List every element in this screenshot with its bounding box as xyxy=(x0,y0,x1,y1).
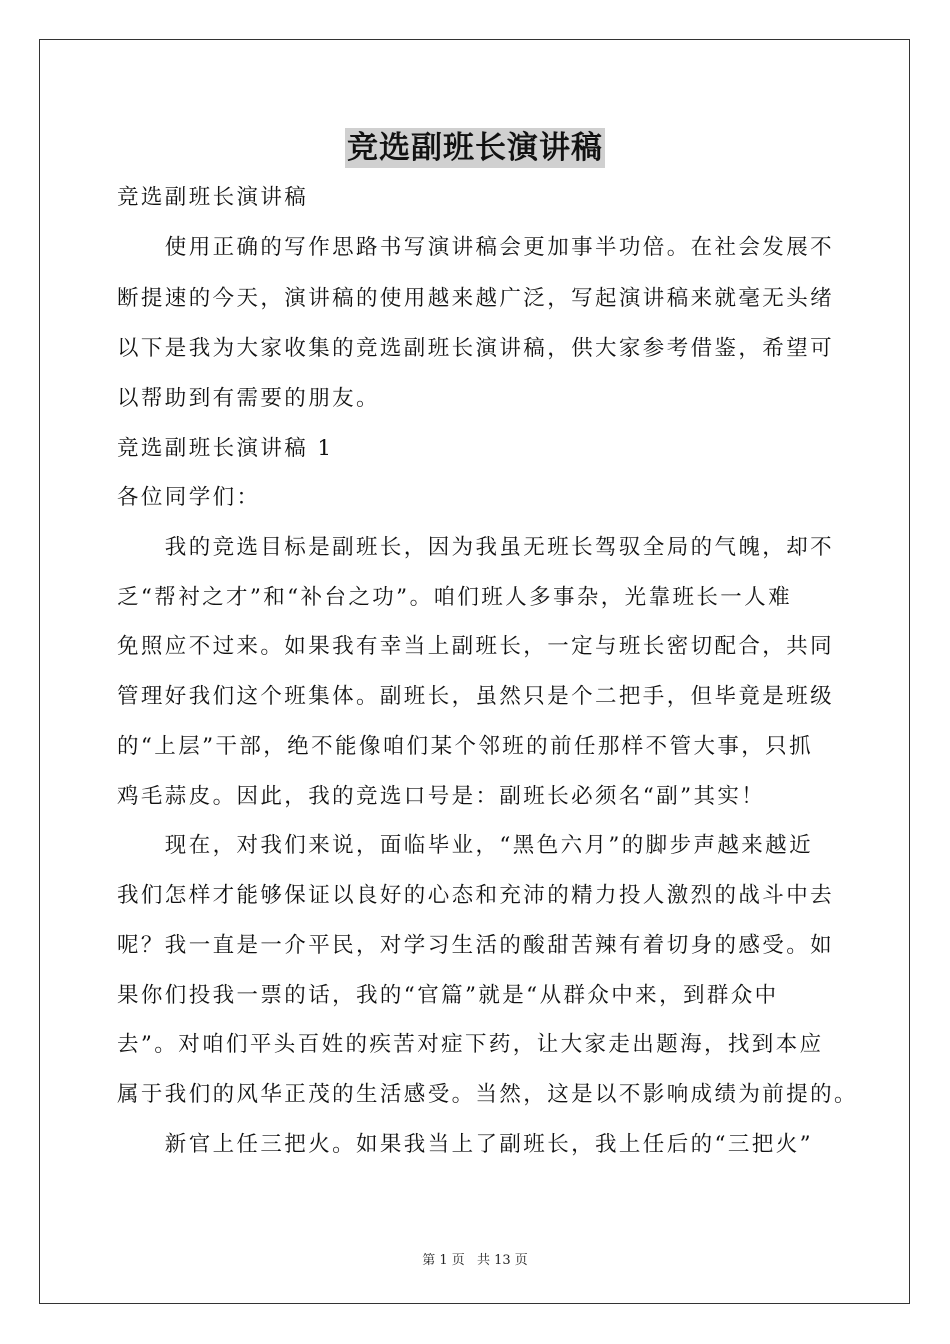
paragraph-line: 属于我们的风华正茂的生活感受。当然，这是以不影响成绩为前提的。 xyxy=(117,1082,858,1107)
paragraph-line: 免照应不过来。如果我有幸当上副班长，一定与班长密切配合，共同 xyxy=(117,634,835,659)
salutation-line: 各位同学们： xyxy=(117,485,261,510)
paragraph-line: 使用正确的写作思路书写演讲稿会更加事半功倍。在社会发展不 xyxy=(117,235,835,260)
paragraph-line: 以下是我为大家收集的竞选副班长演讲稿，供大家参考借鉴，希望可 xyxy=(117,336,835,361)
paragraph-line: 断提速的今天，演讲稿的使用越来越广泛，写起演讲稿来就毫无头绪 xyxy=(117,286,835,311)
paragraph-line: 以帮助到有需要的朋友。 xyxy=(117,386,380,411)
paragraph-line: 我们怎样才能够保证以良好的心态和充沛的精力投人激烈的战斗中去 xyxy=(117,883,835,908)
heading-line: 竞选副班长演讲稿 xyxy=(117,185,309,210)
page-border xyxy=(39,39,910,1304)
section-heading: 竞选副班长演讲稿 1 xyxy=(117,436,334,461)
paragraph-line: 的“上层”干部，绝不能像咱们某个邻班的前任那样不管大事，只抓 xyxy=(117,734,813,759)
paragraph-line: 现在，对我们来说，面临毕业，“黑色六月”的脚步声越来越近 xyxy=(117,833,813,858)
paragraph-line: 管理好我们这个班集体。副班长，虽然只是个二把手，但毕竟是班级 xyxy=(117,684,835,709)
paragraph-line: 去”。对咱们平头百姓的疾苦对症下药，让大家走出题海，找到本应 xyxy=(117,1032,824,1057)
paragraph-line: 乏“帮衬之才”和“补台之功”。咱们班人多事杂，光靠班长一人难 xyxy=(117,585,792,610)
document-title-text: 竞选副班长演讲稿 xyxy=(347,130,603,166)
paragraph-line: 果你们投我一票的话，我的“官篇”就是“从群众中来，到群众中 xyxy=(117,983,779,1008)
page-number: 第 1 页 xyxy=(422,1253,465,1268)
paragraph-line: 鸡毛蒜皮。因此，我的竞选口号是：副班长必须名“副”其实！ xyxy=(117,784,766,809)
paragraph-line: 呢？我一直是一介平民，对学习生活的酸甜苦辣有着切身的感受。如 xyxy=(117,933,835,958)
paragraph-line: 我的竞选目标是副班长，因为我虽无班长驾驭全局的气魄，却不 xyxy=(117,535,835,560)
page-total: 共 13 页 xyxy=(476,1253,528,1268)
document-title xyxy=(0,128,950,168)
page-footer xyxy=(0,1249,950,1268)
paragraph-line: 新官上任三把火。如果我当上了副班长，我上任后的“三把火” xyxy=(117,1132,813,1157)
